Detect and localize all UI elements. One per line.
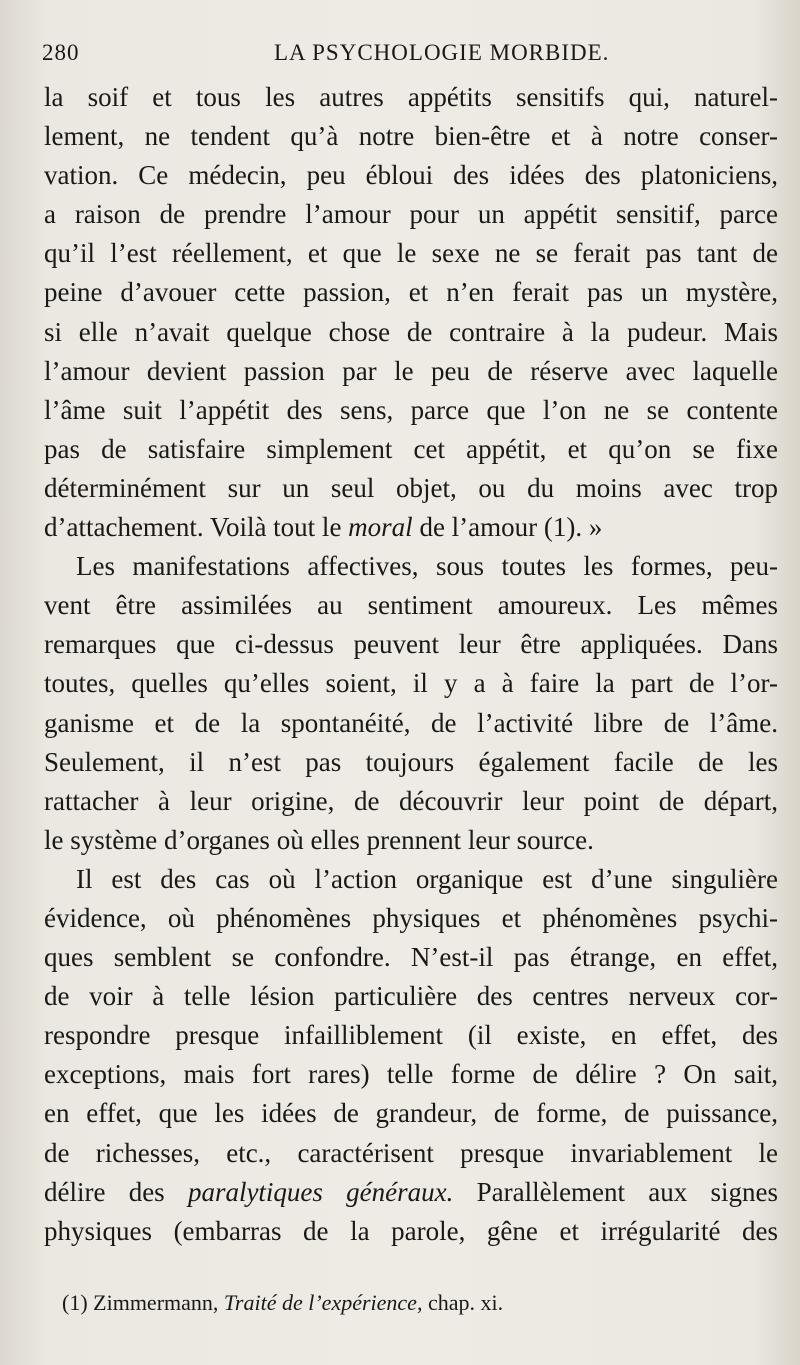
text-run: de l’amour (1). » [412, 512, 603, 543]
page-number: 280 [42, 40, 80, 65]
text-line-paragraph-end: le système d’organes où elles prennent leur source. [44, 824, 594, 855]
text-line: évidence, où phénomènes physiques et phénomènes psychi- [44, 902, 778, 933]
text-line: remarques que ci-dessus peuvent leur être appliquées. Dans [44, 629, 778, 660]
text-line: lement, ne tendent qu’à notre bien-être et à notre conser- [44, 121, 778, 152]
text-line: ganisme et de la spontanéité, de l’activité libre de l’âme. [44, 707, 778, 738]
text-line: rattacher à leur origine, de découvrir leur point de départ, [44, 785, 778, 816]
italic-run: paralytiques généraux. [187, 1176, 454, 1207]
text-line [44, 1173, 778, 1212]
text-run: Parallèlement aux signes [453, 1176, 779, 1207]
text-line: a raison de prendre l’amour pour un appétit sensitif, parce [44, 199, 778, 230]
text-run: d’attachement. Voilà tout le [44, 512, 349, 543]
text-line-paragraph-start: Il est des cas où l’action organique est d’une singulière [76, 863, 778, 894]
text-line: qu’il l’est réellement, et que le sexe ne se ferait pas tant de [44, 238, 778, 269]
text-line: vation. Ce médecin, peu ébloui des idées des platoniciens, [44, 160, 778, 191]
text-line: vent être assimilées au sentiment amoureux. Les mêmes [44, 590, 778, 621]
footnote [62, 1290, 503, 1316]
text-line: de richesses, etc., caractérisent presque invariablement le [44, 1137, 778, 1168]
italic-run: moral [348, 512, 413, 543]
running-head: LA PSYCHOLOGIE MORBIDE. [274, 40, 610, 65]
text-line: l’amour devient passion par le peu de réserve avec laquelle [44, 355, 778, 386]
text-line: de voir à telle lésion particulière des centres nerveux cor- [44, 981, 778, 1012]
text-run: délire des [44, 1176, 188, 1207]
text-line: respondre presque infailliblement (il existe, en effet, des [44, 1020, 778, 1051]
text-line: exceptions, mais fort rares) telle forme de délire ? On sait, [44, 1059, 778, 1090]
footnote-title: Traité de l’expérience, [223, 1290, 423, 1315]
body-text [44, 78, 778, 1251]
text-line: l’âme suit l’appétit des sens, parce que l’on ne se contente [44, 394, 778, 425]
text-line: ques semblent se confondre. N’est-il pas étrange, en effet, [44, 942, 778, 973]
text-line: la soif et tous les autres appétits sensitifs qui, naturel- [44, 82, 778, 112]
footnote-chapter: chap. xi. [427, 1290, 504, 1315]
text-line: peine d’avouer cette passion, et n’en ferait pas un mystère, [44, 277, 778, 308]
text-line: pas de satisfaire simplement cet appétit, et qu’on se fixe [44, 433, 778, 464]
text-line-paragraph-start: Les manifestations affectives, sous toutes les formes, peu- [76, 551, 778, 582]
text-line: si elle n’avait quelque chose de contraire à la pudeur. Mais [44, 316, 778, 347]
text-line: toutes, quelles qu’elles soient, il y a à faire la part de l’or- [44, 668, 778, 699]
page-header [42, 40, 770, 74]
text-line: en effet, que les idées de grandeur, de forme, de puissance, [44, 1098, 778, 1129]
text-line: physiques (embarras de la parole, gêne et irrégularité des [44, 1215, 778, 1246]
text-line: Seulement, il n’est pas toujours également facile de les [44, 746, 778, 777]
footnote-marker: (1) [62, 1290, 88, 1315]
text-line-paragraph-end [44, 508, 778, 547]
text-line: déterminément sur un seul objet, ou du moins avec trop [44, 472, 778, 503]
footnote-author: Zimmermann, [93, 1290, 219, 1315]
